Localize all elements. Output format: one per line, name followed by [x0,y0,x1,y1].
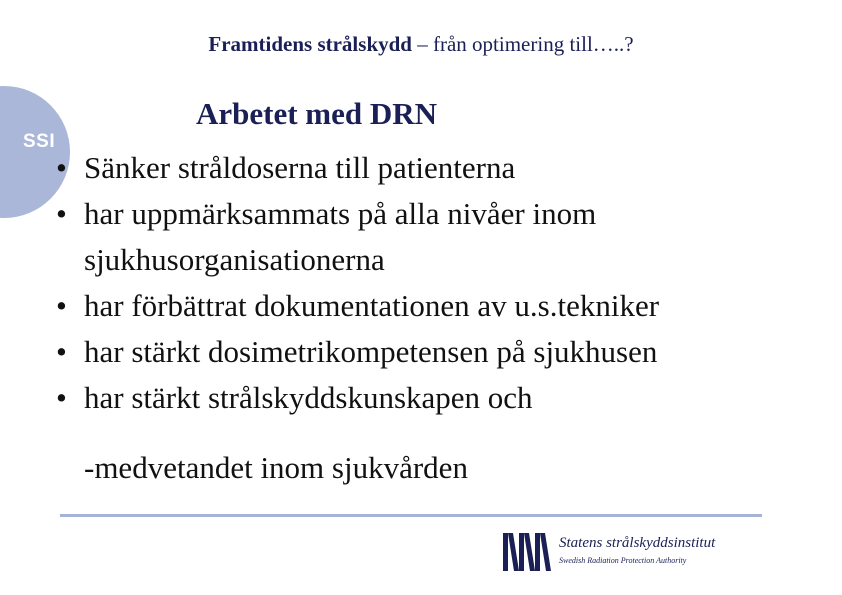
slide-heading: Arbetet med DRN [196,96,438,131]
bullet-text: har uppmärksammats på alla nivåer inom sjukhusorganisationerna [84,196,597,277]
bullet-item [46,191,744,283]
bullet-dot: • [56,288,67,323]
header-title-bold: Framtidens strålskydd [208,32,412,56]
ssi-logo [503,533,728,573]
ssi-logo-mark-icon [503,533,551,571]
logo-name: Statens strålskyddsinstitut [559,535,716,551]
bullet-text: Sänker stråldoserna till patienterna [84,150,516,185]
header-title [0,32,842,57]
bullet-item [46,283,744,329]
bullet-list [46,145,744,421]
bullet-text: har förbättrat dokumentationen av u.s.tekniker [84,288,660,323]
header-title-rest: – från optimering till…..? [411,32,634,56]
bullet-continuation: -medvetandet inom sjukvården [84,450,468,485]
bullet-item [46,329,744,375]
ssi-badge-text: SSI [23,131,56,152]
footer-divider [60,514,762,517]
bullet-item [46,145,744,191]
bullet-text: har stärkt dosimetrikompetensen på sjukhusen [84,334,658,369]
bullet-dot: • [56,150,67,185]
logo-subtitle: Swedish Radiation Protection Authority [559,556,687,565]
bullet-text: har stärkt strålskyddskunskapen och [84,380,533,415]
bullet-dot: • [56,196,67,231]
bullet-item [46,375,744,421]
bullet-dot: • [56,334,67,369]
bullet-dot: • [56,380,67,415]
